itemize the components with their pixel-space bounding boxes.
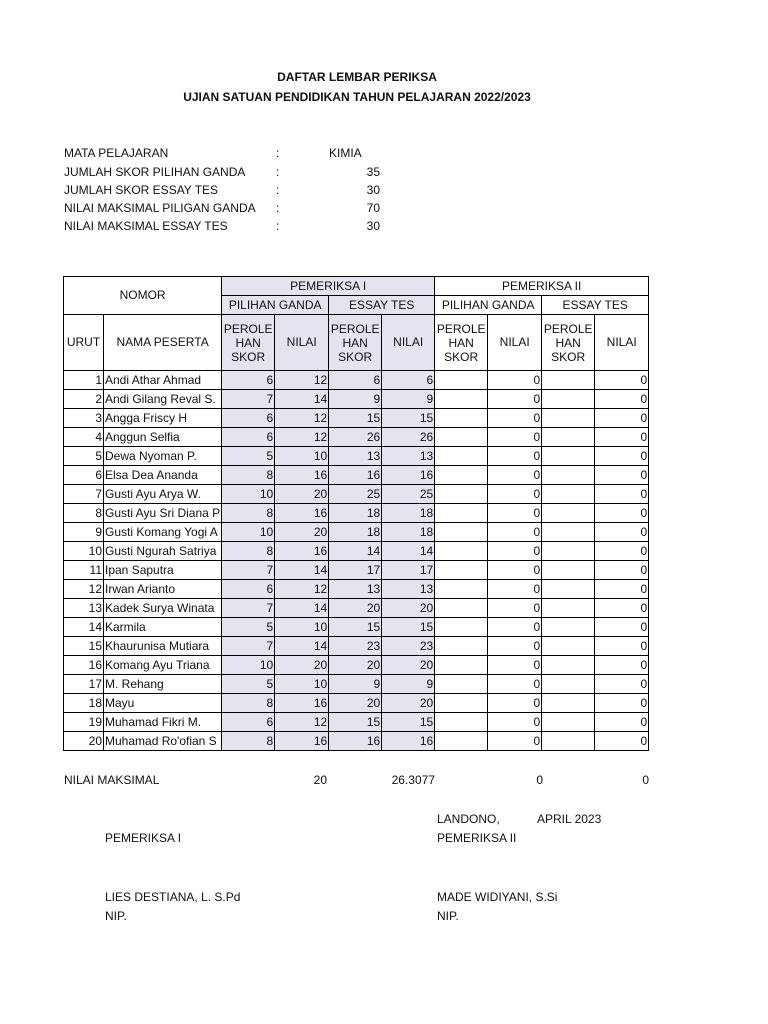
info-value-nilai-maks-essay: 30 — [366, 219, 380, 233]
info-value-nilai-maks-pg: 70 — [366, 201, 380, 215]
cell-p2-pg-skor — [435, 656, 488, 675]
cell-urut: 1 — [64, 371, 104, 390]
cell-p1-pg-nilai: 10 — [275, 618, 329, 637]
cell-p2-pg-skor — [435, 599, 488, 618]
summary-label: NILAI MAKSIMAL — [64, 773, 160, 787]
cell-p1-pg-skor: 5 — [222, 675, 275, 694]
cell-p2-pg-skor — [435, 618, 488, 637]
info-colon: : — [276, 165, 280, 179]
cell-p2-pg-nilai: 0 — [488, 561, 542, 580]
summary-value-p1-pg: 20 — [313, 773, 327, 787]
cell-p1-pg-skor: 7 — [222, 390, 275, 409]
cell-nama-peserta: Ipan Saputra — [104, 561, 222, 580]
cell-p1-es-skor: 23 — [329, 637, 382, 656]
table-row — [64, 618, 649, 637]
info-label-jumlah-skor-essay: JUMLAH SKOR ESSAY TES — [64, 183, 219, 197]
cell-p2-es-nilai: 0 — [595, 580, 649, 599]
cell-p2-es-nilai: 0 — [595, 409, 649, 428]
signature-nip-2: NIP. — [437, 909, 459, 923]
cell-p1-pg-nilai: 10 — [275, 675, 329, 694]
cell-nama-peserta: Irwan Arianto — [104, 580, 222, 599]
cell-p2-es-nilai: 0 — [595, 485, 649, 504]
cell-p2-pg-skor — [435, 694, 488, 713]
cell-p1-pg-skor: 5 — [222, 447, 275, 466]
cell-p1-es-nilai: 9 — [382, 390, 435, 409]
cell-p2-es-skor — [542, 523, 595, 542]
cell-p2-es-skor — [542, 599, 595, 618]
cell-p2-es-skor — [542, 732, 595, 751]
cell-p1-pg-nilai: 16 — [275, 466, 329, 485]
header-pemeriksa-2: PEMERIKSA II — [435, 277, 649, 296]
table-row — [64, 447, 649, 466]
cell-nama-peserta: Muhamad Ro'ofian S — [104, 732, 222, 751]
cell-p2-pg-nilai: 0 — [488, 637, 542, 656]
cell-p1-pg-nilai: 12 — [275, 409, 329, 428]
table-row — [64, 466, 649, 485]
header-p2-pg-nilai: NILAI — [488, 315, 542, 371]
cell-p1-es-nilai: 20 — [382, 694, 435, 713]
cell-urut: 17 — [64, 675, 104, 694]
cell-p2-es-nilai: 0 — [595, 694, 649, 713]
info-value-jumlah-skor-pg: 35 — [366, 165, 380, 179]
info-colon: : — [276, 201, 280, 215]
cell-p1-pg-nilai: 20 — [275, 485, 329, 504]
header-urut: URUT — [64, 315, 104, 371]
cell-p1-es-skor: 20 — [329, 694, 382, 713]
cell-p2-pg-skor — [435, 542, 488, 561]
cell-p2-pg-nilai: 0 — [488, 466, 542, 485]
cell-p1-es-nilai: 13 — [382, 580, 435, 599]
cell-p2-pg-nilai: 0 — [488, 694, 542, 713]
cell-p2-es-skor — [542, 713, 595, 732]
table-row — [64, 371, 649, 390]
cell-nama-peserta: Kadek Surya Winata — [104, 599, 222, 618]
signature-date: APRIL 2023 — [537, 812, 602, 826]
signature-pemeriksa-1-name: LIES DESTIANA, L. S.Pd — [105, 890, 241, 904]
cell-p2-pg-skor — [435, 732, 488, 751]
cell-nama-peserta: Gusti Ngurah Satriya — [104, 542, 222, 561]
cell-urut: 5 — [64, 447, 104, 466]
cell-urut: 10 — [64, 542, 104, 561]
cell-nama-peserta: Andi Athar Ahmad — [104, 371, 222, 390]
table-row — [64, 561, 649, 580]
table-row — [64, 504, 649, 523]
cell-nama-peserta: Komang Ayu Triana — [104, 656, 222, 675]
cell-p2-pg-nilai: 0 — [488, 447, 542, 466]
header-p1-es-nilai: NILAI — [382, 315, 435, 371]
cell-nama-peserta: Dewa Nyoman P. — [104, 447, 222, 466]
signature-pemeriksa-1-label: PEMERIKSA I — [105, 831, 182, 845]
cell-p1-pg-skor: 7 — [222, 637, 275, 656]
header-pemeriksa-1: PEMERIKSA I — [222, 277, 435, 296]
cell-urut: 11 — [64, 561, 104, 580]
cell-p2-pg-skor — [435, 466, 488, 485]
cell-p1-pg-nilai: 16 — [275, 694, 329, 713]
cell-p1-es-skor: 15 — [329, 713, 382, 732]
cell-nama-peserta: Gusti Ayu Arya W. — [104, 485, 222, 504]
cell-p1-pg-skor: 10 — [222, 485, 275, 504]
cell-p2-es-skor — [542, 485, 595, 504]
cell-nama-peserta: Anggun Selfia — [104, 428, 222, 447]
table-row — [64, 523, 649, 542]
cell-p1-es-skor: 20 — [329, 656, 382, 675]
cell-p1-es-skor: 15 — [329, 618, 382, 637]
cell-p2-es-skor — [542, 409, 595, 428]
cell-nama-peserta: Karmila — [104, 618, 222, 637]
cell-nama-peserta: Khaurunisa Mutiara — [104, 637, 222, 656]
cell-p2-pg-nilai: 0 — [488, 713, 542, 732]
cell-p2-es-nilai: 0 — [595, 390, 649, 409]
cell-p1-es-nilai: 13 — [382, 447, 435, 466]
cell-p2-es-skor — [542, 618, 595, 637]
table-row — [64, 675, 649, 694]
cell-p1-es-nilai: 15 — [382, 618, 435, 637]
cell-p1-es-skor: 18 — [329, 504, 382, 523]
cell-p2-es-nilai: 0 — [595, 618, 649, 637]
cell-p2-es-skor — [542, 428, 595, 447]
cell-p2-pg-skor — [435, 561, 488, 580]
cell-p1-pg-skor: 6 — [222, 580, 275, 599]
cell-nama-peserta: Andi Gilang Reval S. — [104, 390, 222, 409]
cell-p1-es-nilai: 9 — [382, 675, 435, 694]
cell-p1-es-skor: 26 — [329, 428, 382, 447]
title-line-1: DAFTAR LEMBAR PERIKSA — [277, 70, 437, 84]
cell-p1-pg-nilai: 20 — [275, 656, 329, 675]
table-row — [64, 428, 649, 447]
cell-p1-pg-nilai: 12 — [275, 371, 329, 390]
cell-p1-pg-nilai: 16 — [275, 542, 329, 561]
cell-p2-es-skor — [542, 694, 595, 713]
header-nama-peserta: NAMA PESERTA — [104, 315, 222, 371]
cell-p2-pg-skor — [435, 428, 488, 447]
cell-p2-es-nilai: 0 — [595, 542, 649, 561]
cell-p1-es-skor: 9 — [329, 390, 382, 409]
cell-p2-es-skor — [542, 504, 595, 523]
cell-p1-es-nilai: 14 — [382, 542, 435, 561]
cell-p2-pg-nilai: 0 — [488, 428, 542, 447]
signature-pemeriksa-2-name: MADE WIDIYANI, S.Si — [437, 890, 558, 904]
cell-p1-pg-skor: 10 — [222, 656, 275, 675]
cell-p2-es-skor — [542, 466, 595, 485]
cell-p1-pg-skor: 8 — [222, 504, 275, 523]
cell-p1-pg-skor: 6 — [222, 409, 275, 428]
table-row — [64, 390, 649, 409]
cell-p1-es-skor: 20 — [329, 599, 382, 618]
cell-p1-pg-nilai: 16 — [275, 504, 329, 523]
header-p2-essay-tes: ESSAY TES — [542, 296, 649, 315]
cell-urut: 12 — [64, 580, 104, 599]
header-p2-pilihan-ganda: PILIHAN GANDA — [435, 296, 542, 315]
cell-p1-es-skor: 15 — [329, 409, 382, 428]
cell-urut: 16 — [64, 656, 104, 675]
cell-p2-es-nilai: 0 — [595, 428, 649, 447]
cell-p1-es-nilai: 6 — [382, 371, 435, 390]
cell-p1-pg-skor: 6 — [222, 713, 275, 732]
cell-p2-es-nilai: 0 — [595, 561, 649, 580]
signature-pemeriksa-2-label: PEMERIKSA II — [437, 831, 517, 845]
info-value-mata-pelajaran: KIMIA — [329, 146, 362, 160]
cell-nama-peserta: Angga Friscy H — [104, 409, 222, 428]
header-p2-es-nilai: NILAI — [595, 315, 649, 371]
cell-p2-es-skor — [542, 447, 595, 466]
cell-p1-es-skor: 14 — [329, 542, 382, 561]
info-label-nilai-maks-pg: NILAI MAKSIMAL PILIGAN GANDA — [64, 201, 256, 215]
cell-p1-es-skor: 13 — [329, 580, 382, 599]
cell-p2-pg-nilai: 0 — [488, 656, 542, 675]
cell-p2-pg-skor — [435, 447, 488, 466]
cell-p2-pg-nilai: 0 — [488, 390, 542, 409]
cell-urut: 2 — [64, 390, 104, 409]
cell-nama-peserta: Mayu — [104, 694, 222, 713]
cell-p2-es-nilai: 0 — [595, 523, 649, 542]
cell-p2-pg-skor — [435, 390, 488, 409]
cell-p2-es-nilai: 0 — [595, 732, 649, 751]
cell-urut: 14 — [64, 618, 104, 637]
cell-p2-pg-skor — [435, 371, 488, 390]
cell-p2-es-nilai: 0 — [595, 637, 649, 656]
cell-p2-pg-nilai: 0 — [488, 485, 542, 504]
cell-p2-pg-skor — [435, 713, 488, 732]
cell-p1-es-skor: 17 — [329, 561, 382, 580]
cell-p1-pg-nilai: 14 — [275, 637, 329, 656]
cell-p2-es-skor — [542, 390, 595, 409]
cell-p1-pg-skor: 8 — [222, 694, 275, 713]
cell-urut: 19 — [64, 713, 104, 732]
cell-p1-es-skor: 25 — [329, 485, 382, 504]
info-colon: : — [276, 183, 280, 197]
header-p1-essay-tes: ESSAY TES — [329, 296, 435, 315]
cell-p2-pg-nilai: 0 — [488, 618, 542, 637]
cell-p1-pg-skor: 7 — [222, 599, 275, 618]
info-label-mata-pelajaran: MATA PELAJARAN — [64, 146, 169, 160]
cell-p1-pg-nilai: 14 — [275, 561, 329, 580]
cell-p1-pg-skor: 8 — [222, 466, 275, 485]
cell-p1-pg-skor: 6 — [222, 371, 275, 390]
cell-p2-pg-skor — [435, 504, 488, 523]
cell-nama-peserta: Muhamad Fikri M. — [104, 713, 222, 732]
cell-p2-pg-nilai: 0 — [488, 732, 542, 751]
cell-p2-es-nilai: 0 — [595, 656, 649, 675]
cell-p2-es-skor — [542, 561, 595, 580]
cell-p2-pg-nilai: 0 — [488, 542, 542, 561]
info-colon: : — [276, 219, 280, 233]
cell-p1-pg-skor: 8 — [222, 542, 275, 561]
cell-p1-pg-skor: 5 — [222, 618, 275, 637]
header-p1-es-perolehan-skor: PEROLE HAN SKOR — [329, 315, 382, 371]
table-row — [64, 732, 649, 751]
cell-p1-pg-skor: 6 — [222, 428, 275, 447]
cell-p1-es-nilai: 15 — [382, 409, 435, 428]
cell-urut: 18 — [64, 694, 104, 713]
cell-p1-es-nilai: 17 — [382, 561, 435, 580]
cell-p2-pg-nilai: 0 — [488, 523, 542, 542]
cell-urut: 4 — [64, 428, 104, 447]
cell-p2-es-skor — [542, 371, 595, 390]
cell-p2-es-nilai: 0 — [595, 504, 649, 523]
table-row — [64, 656, 649, 675]
cell-nama-peserta: M. Rehang — [104, 675, 222, 694]
header-nomor: NOMOR — [64, 277, 222, 315]
cell-p2-pg-nilai: 0 — [488, 409, 542, 428]
cell-p1-es-nilai: 18 — [382, 504, 435, 523]
cell-urut: 8 — [64, 504, 104, 523]
table-row — [64, 713, 649, 732]
cell-p2-es-nilai: 0 — [595, 371, 649, 390]
cell-nama-peserta: Gusti Ayu Sri Diana P — [104, 504, 222, 523]
cell-nama-peserta: Gusti Komang Yogi A — [104, 523, 222, 542]
cell-p2-es-skor — [542, 637, 595, 656]
cell-p2-es-skor — [542, 542, 595, 561]
cell-p2-pg-skor — [435, 580, 488, 599]
cell-p1-es-nilai: 18 — [382, 523, 435, 542]
cell-urut: 13 — [64, 599, 104, 618]
cell-p2-pg-skor — [435, 409, 488, 428]
cell-p1-es-nilai: 20 — [382, 656, 435, 675]
cell-p2-es-nilai: 0 — [595, 675, 649, 694]
cell-urut: 15 — [64, 637, 104, 656]
cell-p1-es-nilai: 23 — [382, 637, 435, 656]
cell-p1-es-skor: 18 — [329, 523, 382, 542]
cell-p2-pg-skor — [435, 675, 488, 694]
info-value-jumlah-skor-essay: 30 — [366, 183, 380, 197]
cell-p2-es-skor — [542, 580, 595, 599]
cell-p2-pg-nilai: 0 — [488, 580, 542, 599]
table-row — [64, 694, 649, 713]
header-p1-pilihan-ganda: PILIHAN GANDA — [222, 296, 329, 315]
cell-p1-pg-skor: 8 — [222, 732, 275, 751]
cell-p1-es-skor: 9 — [329, 675, 382, 694]
cell-urut: 20 — [64, 732, 104, 751]
summary-value-p1-essay: 26.3077 — [391, 773, 435, 787]
cell-p2-es-skor — [542, 675, 595, 694]
cell-p1-es-skor: 16 — [329, 732, 382, 751]
cell-p1-es-nilai: 16 — [382, 732, 435, 751]
cell-p1-pg-nilai: 14 — [275, 599, 329, 618]
summary-value-p2-essay: 0 — [642, 773, 649, 787]
cell-p1-pg-nilai: 12 — [275, 580, 329, 599]
cell-urut: 9 — [64, 523, 104, 542]
cell-p1-es-skor: 13 — [329, 447, 382, 466]
cell-p1-es-nilai: 16 — [382, 466, 435, 485]
cell-p1-es-nilai: 25 — [382, 485, 435, 504]
cell-p2-es-nilai: 0 — [595, 466, 649, 485]
cell-p1-pg-nilai: 10 — [275, 447, 329, 466]
header-p1-pg-nilai: NILAI — [275, 315, 329, 371]
cell-p2-pg-skor — [435, 637, 488, 656]
table-row — [64, 542, 649, 561]
cell-urut: 6 — [64, 466, 104, 485]
cell-p1-es-nilai: 15 — [382, 713, 435, 732]
cell-p1-es-nilai: 20 — [382, 599, 435, 618]
cell-p2-es-skor — [542, 656, 595, 675]
table-row — [64, 485, 649, 504]
cell-p2-pg-skor — [435, 523, 488, 542]
summary-value-p2-pg: 0 — [536, 773, 543, 787]
header-p2-es-perolehan-skor: PEROLE HAN SKOR — [542, 315, 595, 371]
cell-p1-pg-nilai: 12 — [275, 713, 329, 732]
cell-p1-pg-nilai: 20 — [275, 523, 329, 542]
cell-p1-es-nilai: 26 — [382, 428, 435, 447]
cell-p2-pg-nilai: 0 — [488, 675, 542, 694]
cell-p1-pg-skor: 10 — [222, 523, 275, 542]
table-row — [64, 637, 649, 656]
cell-p1-pg-nilai: 16 — [275, 732, 329, 751]
cell-p2-pg-nilai: 0 — [488, 599, 542, 618]
cell-p2-pg-skor — [435, 485, 488, 504]
header-p2-pg-perolehan-skor: PEROLE HAN SKOR — [435, 315, 488, 371]
cell-p2-pg-nilai: 0 — [488, 371, 542, 390]
title-line-2: UJIAN SATUAN PENDIDIKAN TAHUN PELAJARAN 2022/2023 — [183, 90, 531, 104]
cell-p1-es-skor: 16 — [329, 466, 382, 485]
cell-urut: 3 — [64, 409, 104, 428]
cell-p1-pg-nilai: 12 — [275, 428, 329, 447]
info-colon: : — [276, 146, 280, 160]
cell-nama-peserta: Elsa Dea Ananda — [104, 466, 222, 485]
table-row — [64, 409, 649, 428]
cell-p2-es-nilai: 0 — [595, 599, 649, 618]
table-row — [64, 599, 649, 618]
cell-urut: 7 — [64, 485, 104, 504]
cell-p1-pg-skor: 7 — [222, 561, 275, 580]
cell-p1-pg-nilai: 14 — [275, 390, 329, 409]
table-row — [64, 580, 649, 599]
score-table — [63, 276, 649, 751]
signature-place: LANDONO, — [437, 812, 500, 826]
cell-p2-es-nilai: 0 — [595, 447, 649, 466]
info-label-nilai-maks-essay: NILAI MAKSIMAL ESSAY TES — [64, 219, 228, 233]
cell-p2-pg-nilai: 0 — [488, 504, 542, 523]
signature-nip-1: NIP. — [105, 909, 127, 923]
cell-p1-es-skor: 6 — [329, 371, 382, 390]
cell-p2-es-nilai: 0 — [595, 713, 649, 732]
header-p1-pg-perolehan-skor: PEROLE HAN SKOR — [222, 315, 275, 371]
info-label-jumlah-skor-pg: JUMLAH SKOR PILIHAN GANDA — [64, 165, 246, 179]
